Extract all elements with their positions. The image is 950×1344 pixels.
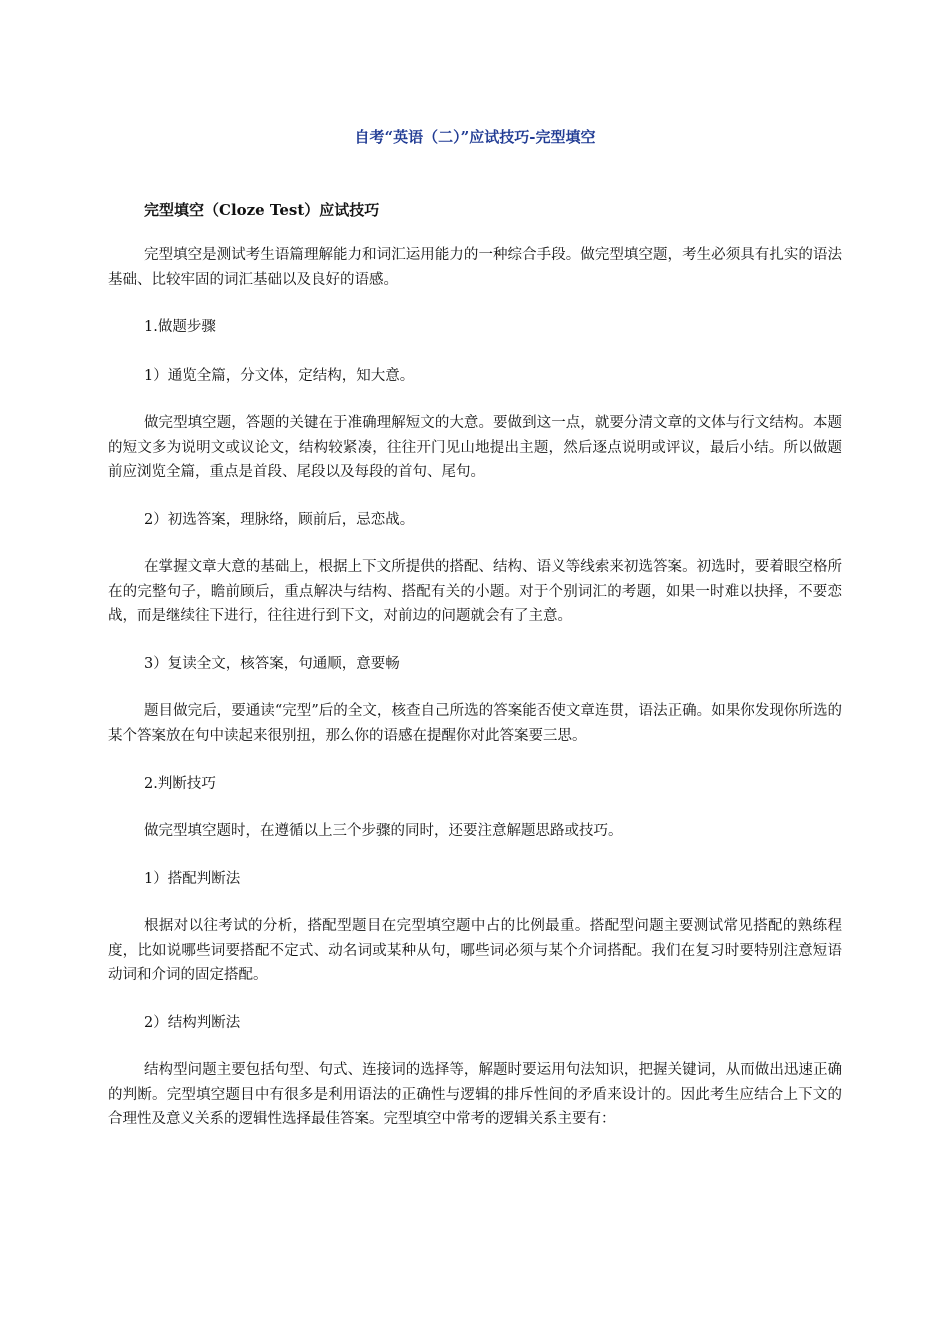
step-2-heading: 2）初选答案，理脉络，顾前后，忌恋战。 <box>144 512 415 528</box>
paragraph-step-3: 题目做完后，要通读“完型”后的全文，核查自己所选的答案能否使文章连贯，语法正确。如果你发现你所选的某个答案放在句中读起来很别扭，那么你的语感在提醒你对此答案要三思。 <box>108 703 842 744</box>
step-3-heading: 3）复读全文，核答案，句通顺，意要畅 <box>144 656 400 672</box>
step-1-heading: 1）通览全篇，分文体，定结构，知大意。 <box>144 368 415 384</box>
paragraph-technique-2: 结构型问题主要包括句型、句式、连接词的选择等，解题时要运用句法知识，把握关键词，从而做出迅速正确的判断。完型填空题目中有很多是利用语法的正确性与逻辑的排斥性间的矛盾来设计的。因此考生应结合上下文的合理性及意义关系的逻辑性选择最佳答案。完型填空中常考的逻辑关系主要有： <box>108 1062 842 1127</box>
paragraph-step-1: 做完型填空题，答题的关键在于准确理解短文的大意。要做到这一点，就要分清文章的文体与行文结构。本题的短文多为说明文或议论文，结构较紧凑，往往开门见山地提出主题，然后逐点说明或评议，最后小结。所以做题前应浏览全篇，重点是首段、尾段以及每段的首句、尾句。 <box>108 415 842 480</box>
paragraph-step-2: 在掌握文章大意的基础上，根据上下文所提供的搭配、结构、语义等线索来初选答案。初选时，要着眼空格所在的完整句子，瞻前顾后，重点解决与结构、搭配有关的小题。对于个别词汇的考题，如果一时难以抉择，不要恋战，而是继续往下进行，往往进行到下文，对前边的问题就会有了主意。 <box>108 559 842 624</box>
paragraph-techniques-intro: 做完型填空题时，在遵循以上三个步骤的同时，还要注意解题思路或技巧。 <box>144 823 623 839</box>
technique-2-heading: 2）结构判断法 <box>144 1015 241 1031</box>
technique-1-heading: 1）搭配判断法 <box>144 871 241 887</box>
heading-steps: 1.做题步骤 <box>144 319 216 335</box>
page-title: 自考“英语（二）”应试技巧-完型填空 <box>354 128 596 146</box>
paragraph-intro: 完型填空是测试考生语篇理解能力和词汇运用能力的一种综合手段。做完型填空题，考生必须具有扎实的语法基础、比较牢固的词汇基础以及良好的语感。 <box>108 247 842 288</box>
paragraph-technique-1: 根据对以往考试的分析，搭配型题目在完型填空题中占的比例最重。搭配型问题主要测试常见搭配的熟练程度，比如说哪些词要搭配不定式、动名词或某种从句，哪些词必须与某个介词搭配。我们在复习时要特别注意短语动词和介词的固定搭配。 <box>108 918 842 983</box>
section-heading: 完型填空（Cloze Test）应试技巧 <box>144 201 380 219</box>
heading-techniques: 2.判断技巧 <box>144 776 216 792</box>
